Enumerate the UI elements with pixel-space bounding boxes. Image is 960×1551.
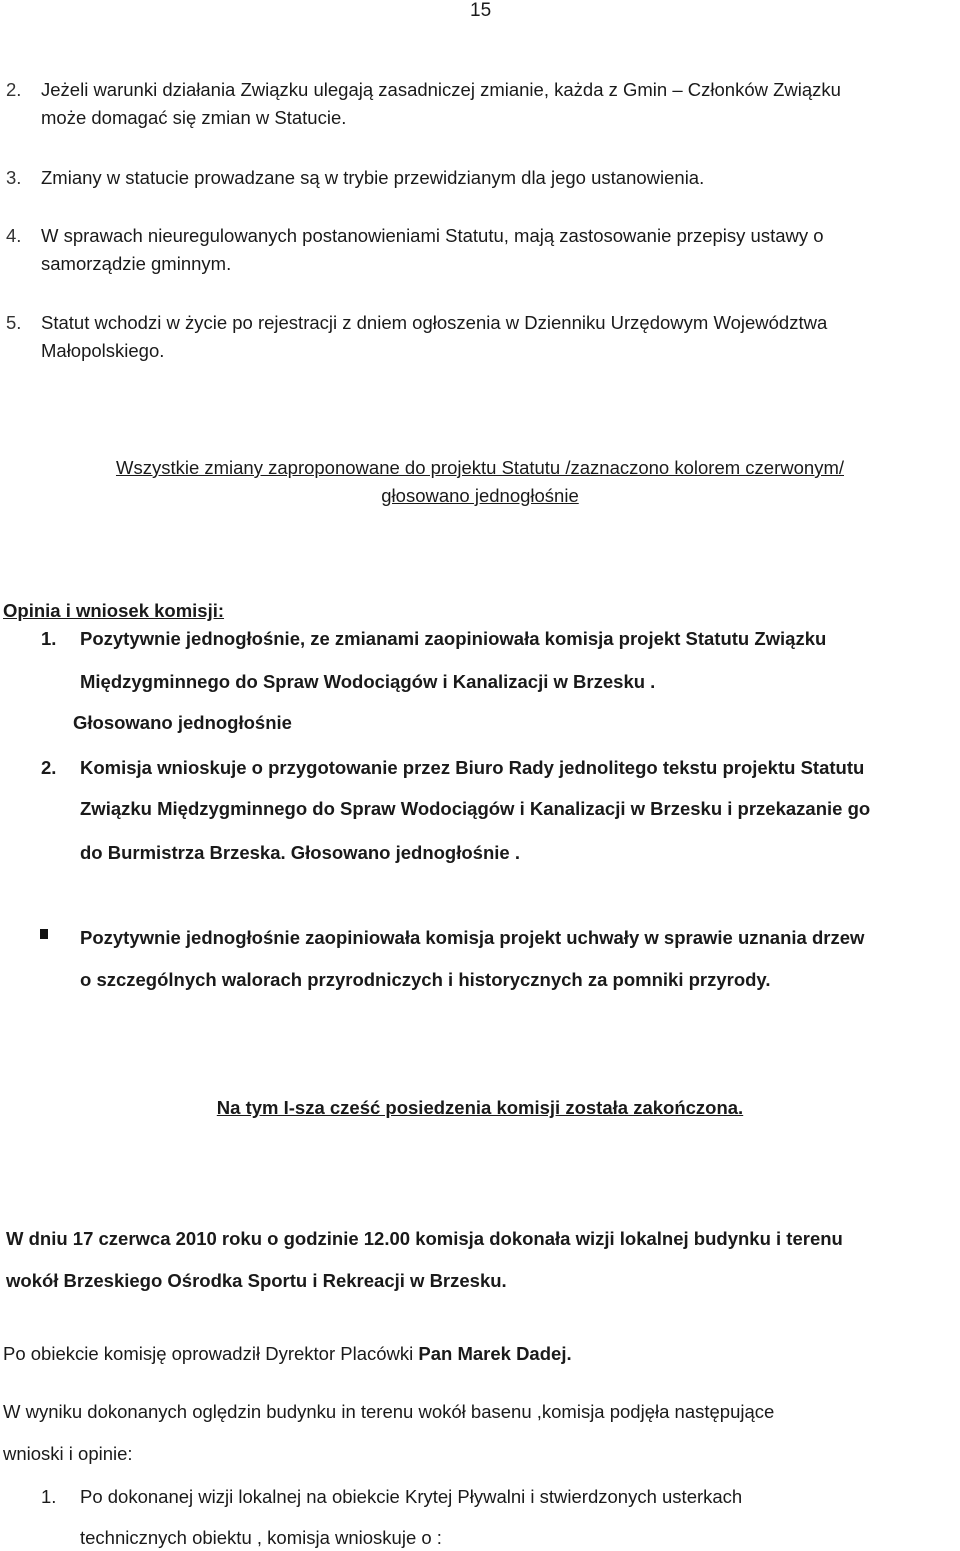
list-item-text: Statut wchodzi w życie po rejestracji z dniem ogłoszenia w Dzienniku Urzędowym Województwa <box>41 312 828 333</box>
results-text: W wyniku dokonanych oględzin budynku in terenu wokół basenu ,komisja podjęła następujące <box>3 1401 775 1422</box>
list-number: 1. <box>41 1486 57 1507</box>
results-text: wnioski i opinie: <box>3 1443 133 1464</box>
list-number: 3. <box>6 167 22 188</box>
visit-text: wokół Brzeskiego Ośrodka Sportu i Rekreacji w Brzesku. <box>6 1270 507 1291</box>
list-item-text: W sprawach nieuregulowanych postanowieniami Statutu, mają zastosowanie przepisy ustawy o <box>41 225 824 246</box>
guide-text: Po obiekcie komisję oprowadził Dyrektor Placówki <box>3 1343 419 1364</box>
list-item-text: Małopolskiego. <box>41 340 165 361</box>
opinion-text: Związku Międzygminnego do Spraw Wodociągów i Kanalizacji w Brzesku i przekazanie go <box>80 798 871 819</box>
opinion-heading: Opinia i wniosek komisji: <box>3 600 225 621</box>
list-item-text: Zmiany w statucie prowadzane są w trybie przewidzianym dla jego ustanowienia. <box>41 167 705 188</box>
closing-line: Na tym I-sza cześć posiedzenia komisji została zakończona. <box>216 1097 744 1118</box>
list-number: 5. <box>6 312 22 333</box>
opinion-text: Komisja wnioskuje o przygotowanie przez Biuro Rady jednolitego tekstu projektu Statutu <box>80 757 865 778</box>
list-number: 4. <box>6 225 22 246</box>
list-item-text: Jeżeli warunki działania Związku ulegają zasadniczej zmianie, każda z Gmin – Członków Związku <box>41 79 841 100</box>
bullet-text: o szczególnych walorach przyrodniczych i historycznych za pomniki przyrody. <box>80 969 771 990</box>
bullet-text: Pozytywnie jednogłośnie zaopiniowała komisja projekt uchwały w sprawie uznania drzew <box>80 927 865 948</box>
final-item-text: technicznych obiektu , komisja wnioskuje o : <box>80 1527 442 1548</box>
final-item-text: Po dokonanej wizji lokalnej na obiekcie Krytej Pływalni i stwierdzonych usterkach <box>80 1486 743 1507</box>
list-number: 2. <box>6 79 22 100</box>
changes-note-line: głosowano jednogłośnie <box>381 485 579 506</box>
opinion-text: Pozytywnie jednogłośnie, ze zmianami zaopiniowała komisja projekt Statutu Związku <box>80 628 827 649</box>
opinion-text: Międzygminnego do Spraw Wodociągów i Kanalizacji w Brzesku . <box>80 671 656 692</box>
list-number: 2. <box>41 757 57 778</box>
guide-name: Pan Marek Dadej. <box>418 1343 572 1364</box>
list-number: 1. <box>41 628 57 649</box>
visit-text: W dniu 17 czerwca 2010 roku o godzinie 12.00 komisja dokonała wizji lokalnej budynku i terenu <box>6 1228 843 1249</box>
opinion-text: Głosowano jednogłośnie <box>73 712 292 733</box>
square-bullet-icon <box>40 929 48 939</box>
list-item-text: samorządzie gminnym. <box>41 253 232 274</box>
changes-note-line: Wszystkie zmiany zaproponowane do projektu Statutu /zaznaczono kolorem czerwonym/ <box>115 457 844 478</box>
list-item-text: może domagać się zmian w Statucie. <box>41 107 347 128</box>
guide-line <box>3 1343 572 1365</box>
page-number: 15 <box>470 0 492 21</box>
opinion-text: do Burmistrza Brzeska. Głosowano jednogłośnie . <box>80 842 520 863</box>
